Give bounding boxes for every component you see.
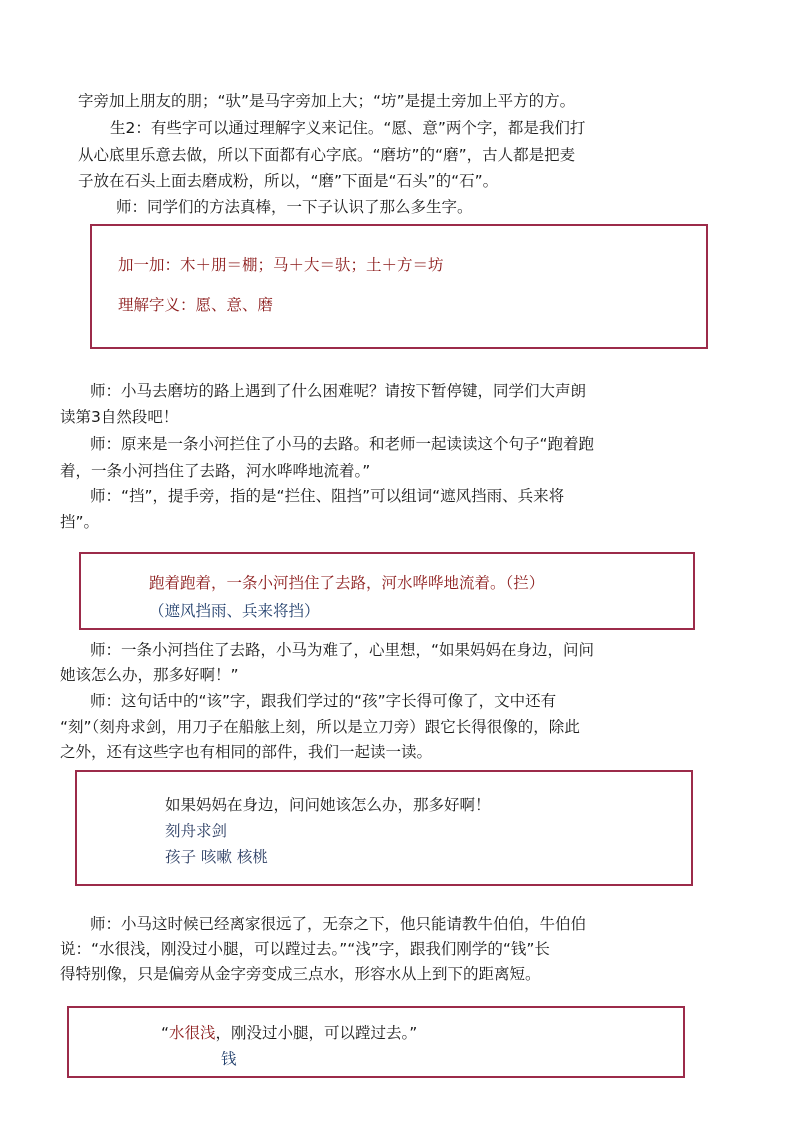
box-line: 理解字义：愿、意、磨 <box>118 296 274 314</box>
paragraph-line: “刻”（刻舟求剑，用刀子在船舷上刻，所以是立刀旁）跟它长得很像的，除此 <box>60 718 580 736</box>
paragraph-line: 从心底里乐意去做，所以下面都有心字底。“磨坊”的“磨”，古人都是把麦 <box>78 146 576 164</box>
paragraph-line: 师：同学们的方法真棒，一下子认识了那么多生字。 <box>116 198 473 216</box>
paragraph-line: 着，一条小河挡住了去路，河水哗哗地流着。” <box>60 462 371 480</box>
quote-box-4 <box>67 1006 685 1078</box>
paragraph-line: 字旁加上朋友的朋；“驮”是马字旁加上大；“坊”是提土旁加上平方的方。 <box>78 92 576 110</box>
paragraph-line: 之外，还有这些字也有相同的部件，我们一起读一读。 <box>60 743 433 761</box>
box-line: 钱 <box>221 1050 237 1068</box>
quote-open: “ <box>161 1024 170 1042</box>
highlight-text: 水很浅 <box>169 1024 216 1042</box>
paragraph-line: 她该怎么办，那多好啊！” <box>60 666 239 684</box>
paragraph-line: 师：这句话中的“该”字，跟我们学过的“孩”字长得可像了，文中还有 <box>90 692 557 710</box>
paragraph-line: 师：原来是一条小河拦住了小马的去路。和老师一起读读这个句子“跑着跑 <box>90 435 595 453</box>
paragraph-line: 子放在石头上面去磨成粉，所以，“磨”下面是“石头”的“石”。 <box>78 172 499 190</box>
paragraph-line: 说：“水很浅，刚没过小腿，可以蹚过去。”“浅”字，跟我们刚学的“钱”长 <box>60 940 550 958</box>
quote-rest: ，刚没过小腿，可以蹚过去。” <box>215 1024 418 1042</box>
paragraph-line: 生2：有些字可以通过理解字义来记住。“愿、意”两个字，都是我们打 <box>110 119 586 137</box>
paragraph-line: 师：小马这时候已经离家很远了，无奈之下，他只能请教牛伯伯，牛伯伯 <box>90 915 587 933</box>
paragraph-line: 师：“挡”，提手旁，指的是“拦住、阻挡”可以组词“遮风挡雨、兵来将 <box>90 487 565 505</box>
box-line <box>161 1022 417 1044</box>
box-line: 刻舟求剑 <box>165 822 228 840</box>
paragraph-line: 师：小马去磨坊的路上遇到了什么困难呢？请按下暂停键，同学们大声朗 <box>90 382 587 400</box>
box-line: 孩子 咳嗽 核桃 <box>165 848 268 866</box>
word-box-3 <box>75 770 693 886</box>
box-line: 跑着跑着，一条小河挡住了去路，河水哗哗地流着。（拦） <box>149 574 545 592</box>
paragraph-line: 读第3自然段吧！ <box>60 408 179 426</box>
box-line: 加一加：木＋朋＝棚；马＋大＝驮；土＋方＝坊 <box>118 256 444 274</box>
box-line: 如果妈妈在身边，问问她该怎么办，那多好啊！ <box>165 796 491 814</box>
box-line: （遮风挡雨、兵来将挡） <box>149 602 320 620</box>
paragraph-line: 师：一条小河挡住了去路，小马为难了，心里想，“如果妈妈在身边，问问 <box>90 641 595 659</box>
sentence-box-2 <box>79 552 695 630</box>
paragraph-line: 挡”。 <box>60 513 100 531</box>
summary-box-1 <box>90 224 708 349</box>
paragraph-line: 得特别像，只是偏旁从金字旁变成三点水，形容水从上到下的距离短。 <box>60 965 541 983</box>
